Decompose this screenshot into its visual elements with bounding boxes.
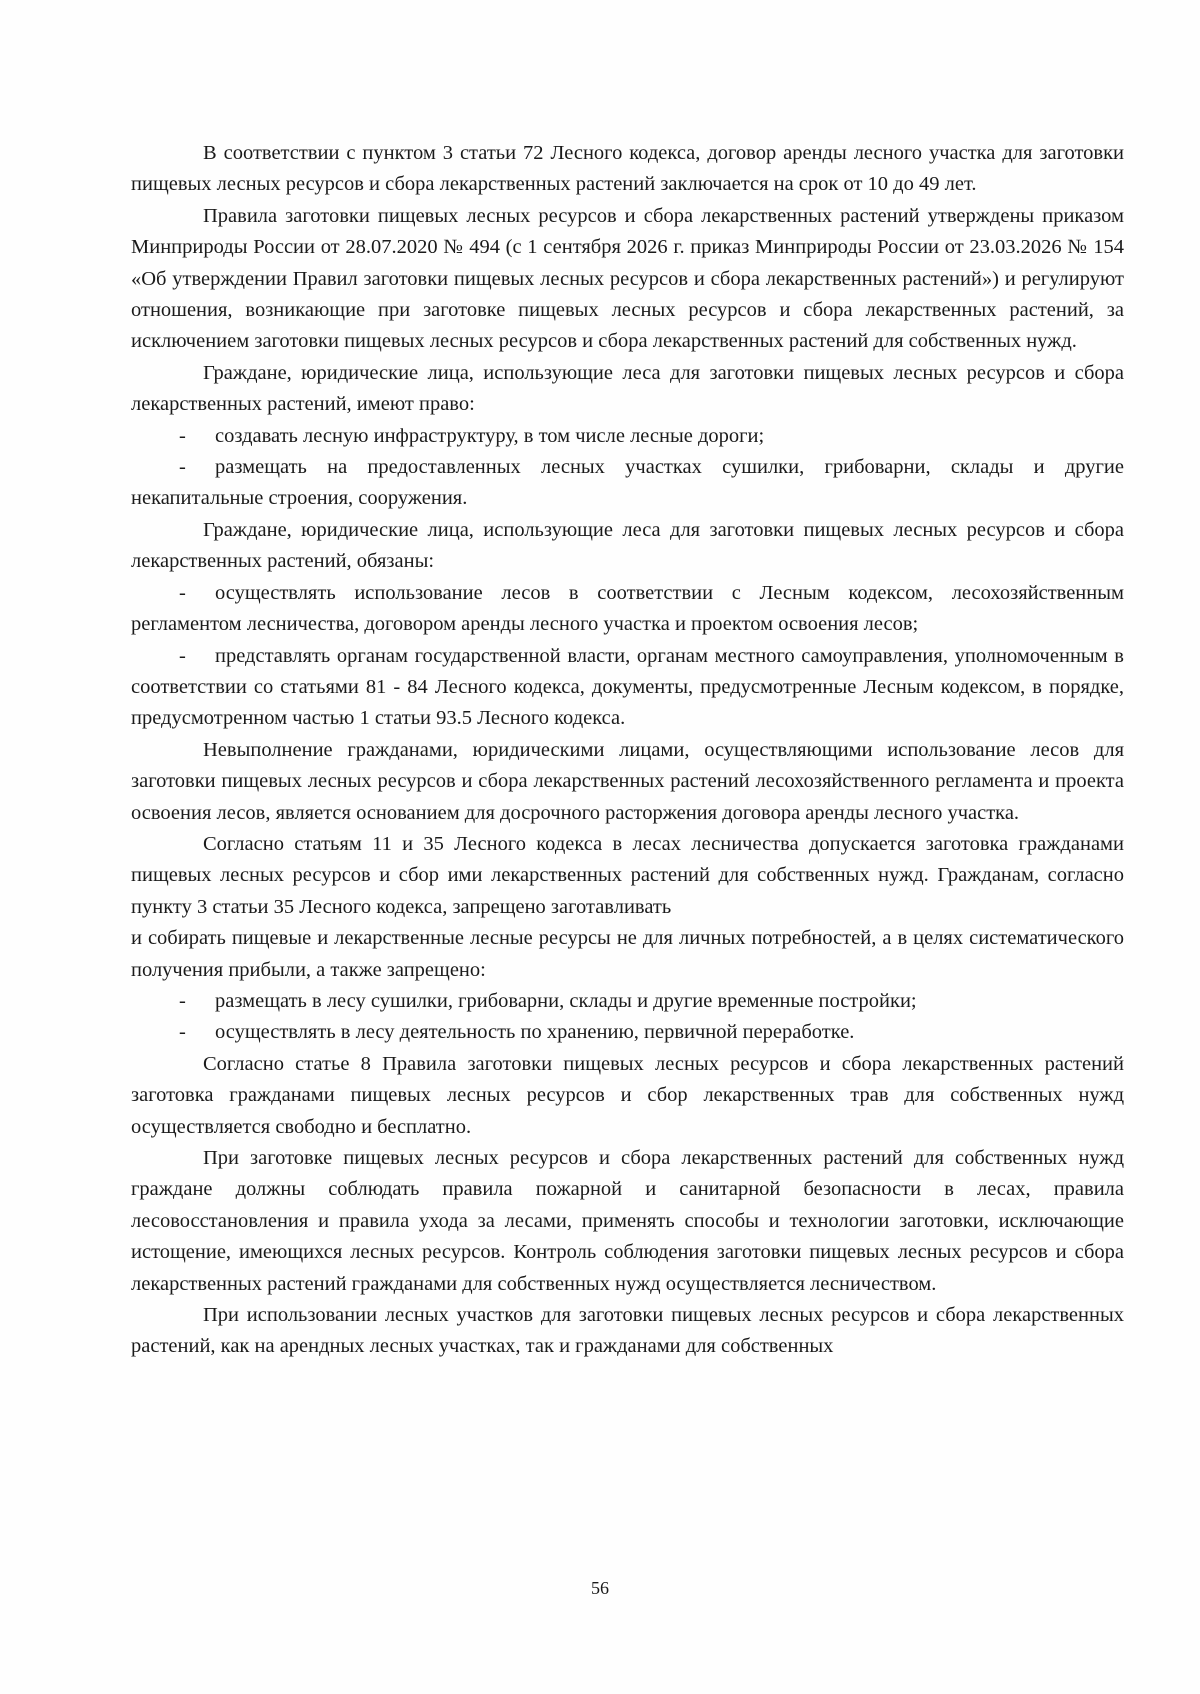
list-item <box>131 578 1124 641</box>
paragraph: Граждане, юридические лица, использующие леса для заготовки пищевых лесных ресурсов и сбора лекарственных растений, обязаны: <box>131 518 1124 573</box>
page-number: 56 <box>591 1578 609 1598</box>
list-item <box>131 452 1124 515</box>
paragraph: и собирать пищевые и лекарственные лесные ресурсы не для личных потребностей, а в целях систематического получения прибыли, а также запрещено: <box>131 927 1124 981</box>
paragraph: При использовании лесных участков для заготовки пищевых лесных ресурсов и сбора лекарственных растений, как на арендных лесных участках, так и гражданами для собственных <box>131 1304 1124 1358</box>
list-item-text: размещать в лесу сушилки, грибоварни, склады и другие временные постройки; <box>215 989 917 1012</box>
paragraph: Граждане, юридические лица, использующие леса для заготовки пищевых лесных ресурсов и сбора лекарственных растений, имеют право: <box>131 361 1124 416</box>
list-dash: - <box>179 581 186 604</box>
list-dash: - <box>179 644 186 667</box>
document-body <box>131 138 1124 1363</box>
list-item-text: создавать лесную инфраструктуру, в том числе лесные дороги; <box>215 424 765 447</box>
list-dash: - <box>179 424 186 447</box>
list-item <box>131 986 1124 1017</box>
list-dash: - <box>179 1021 186 1044</box>
list-item-text: осуществлять использование лесов в соответствии с Лесным кодексом, лесохозяйственным регламентом лесничества, договором аренды лесного участка и проектом освоения лесов; <box>131 581 1124 636</box>
paragraph: Правила заготовки пищевых лесных ресурсов и сбора лекарственных растений утверждены приказом Минприроды России от 28.07.2020 № 494 (с 1 сентября 2026 г. приказ Минприроды России от 23.03.2026 № 154 «Об утверждении Правил заготовки пищевых лесных ресурсов и сбора лекарственных растений») и регулируют отношения, возникающие при заготовке пищевых лесных ресурсов и сбора лекарственных растений, за исключением заготовки пищевых лесных ресурсов и сбора лекарственных растений для собственных нужд. <box>131 204 1124 353</box>
list-item <box>131 1017 1124 1048</box>
paragraph: При заготовке пищевых лесных ресурсов и сбора лекарственных растений для собственных нужд граждане должны соблюдать правила пожарной и санитарной безопасности в лесах, правила лесовосстановления и правила ухода за лесами, применять способы и технологии заготовки, исключающие истощение, имеющихся лесных ресурсов. Контроль соблюдения заготовки пищевых лесных ресурсов и сбора лекарственных растений гражданами для собственных нужд осуществляется лесничеством. <box>131 1147 1124 1295</box>
list-dash: - <box>179 989 186 1012</box>
list-item-text: представлять органам государственной власти, органам местного самоуправления, уполномоченным в соответствии со статьями 81 - 84 Лесного кодекса, документы, предусмотренные Лесным кодексом, в порядке, предусмотренном частью 1 статьи 93.5 Лесного кодекса. <box>131 644 1124 730</box>
list-item-text: размещать на предоставленных лесных участках сушилки, грибоварни, склады и другие некапитальные строения, сооружения. <box>131 456 1124 510</box>
paragraph: Согласно статьям 11 и 35 Лесного кодекса в лесах лесничества допускается заготовка гражданами пищевых лесных ресурсов и сбор ими лекарственных растений для собственных нужд. Гражданам, согласно пункту 3 статьи 35 Лесного кодекса, запрещено заготавливать <box>131 832 1124 918</box>
list-item <box>131 421 1124 452</box>
paragraph: Согласно статье 8 Правила заготовки пищевых лесных ресурсов и сбора лекарственных растений заготовка гражданами пищевых лесных ресурсов и сбор лекарственных трав для собственных нужд осуществляется свободно и бесплатно. <box>131 1052 1124 1138</box>
list-item-text: осуществлять в лесу деятельность по хранению, первичной переработке. <box>215 1021 855 1044</box>
list-dash: - <box>179 456 186 479</box>
paragraph: В соответствии с пунктом 3 статьи 72 Лесного кодекса, договор аренды лесного участка для заготовки пищевых лесных ресурсов и сбора лекарственных растений заключается на срок от 10 до 49 лет. <box>131 142 1124 196</box>
paragraph: Невыполнение гражданами, юридическими лицами, осуществляющими использование лесов для заготовки пищевых лесных ресурсов и сбора лекарственных растений лесохозяйственного регламента и проекта освоения лесов, является основанием для досрочного расторжения договора аренды лесного участка. <box>131 738 1124 824</box>
list-item <box>131 641 1124 735</box>
